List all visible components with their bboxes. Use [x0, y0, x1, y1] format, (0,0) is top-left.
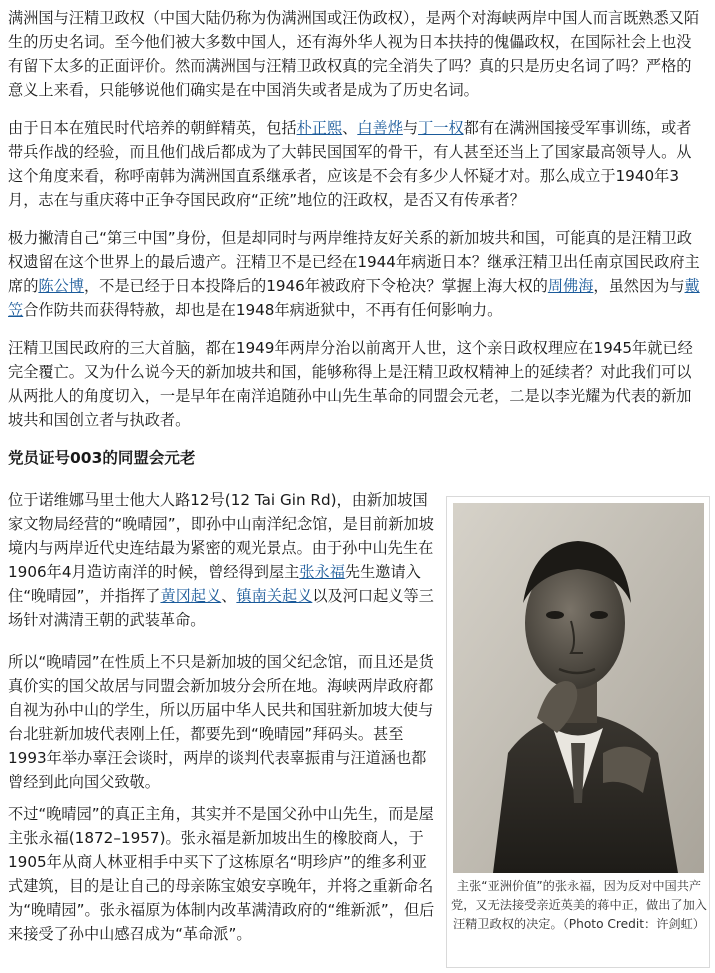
link-park-chung-hee[interactable]: 朴正熙: [296, 119, 343, 137]
photo-caption: 主张“亚洲价值”的张永福，因为反对中国共产党，又无法接受亲近英美的蒋中正，做出了加入汪精卫政权的决定。（Photo Credit：许剑虹）: [451, 879, 707, 931]
paragraph-text: ，不是已经于日本投降后的1946年被政府下令枪决？掌握上海大权的: [83, 277, 548, 295]
paragraph-memorial-hall: 所以“晚晴园”在性质上不只是新加坡的国父纪念馆，而且还是货真价实的国父故居与同盟会新加坡分会所在地。海峡两岸政府都自视为孙中山的学生，所以历届中华人民共和国驻新加坡大使与台北驻新加坡代表刚上任，都要先到“晚晴园”拜码头。甚至1993年举办辜汪会谈时，两岸的谈判代表辜振甫与汪道涵也都曾经到此向国父致敬。: [8, 653, 434, 791]
paragraph-text: 位于诺维娜马里士他大人路12号(12 Tai Gin Rd)，由新加坡国家文物局经营的“晚晴园”，即孙中山南洋纪念馆，是目前新加坡境内与两岸近代史连结最为紧密的观光景点。由于孙中山先生在1906年4月造访南洋的时候，曾经得到屋主: [8, 491, 434, 581]
link-huanggang-uprising[interactable]: 黄冈起义: [160, 587, 222, 605]
paragraph-owner: 不过“晚晴园”的真正主角，其实并不是国父孙中山先生，而是屋主张永福(1872–1957)。张永福是新加坡出生的橡胶商人，于1905年从商人林亚相手中买下了这栋原名“明珍庐”的维多利亚式建筑，目的是让自己的母亲陈宝娘安享晚年，并将之重新命名为“晚晴园”。张永福原为体制内改革满清政府的“维新派”，但后来接受了孙中山感召成为“革命派”。: [8, 805, 435, 943]
link-zhennanguan-uprising[interactable]: 镇南关起义: [236, 587, 313, 605]
paragraph-text: 先生邀请入住“晚晴园”，并指挥了: [8, 563, 421, 605]
paragraph-text: 、: [221, 587, 237, 605]
paragraph-wan-qing-yuan: [8, 488, 436, 632]
link-paik-sun-yup[interactable]: 白善烨: [357, 119, 403, 137]
paragraph-singapore: [8, 226, 704, 322]
paragraph-text: 都有在满洲国接受军事训练，或者带兵作战的经验，而且他们战后都成为了大韩民国国军的骨干，有人甚至还当上了国家最高领导人。从这个角度来看，称呼南韩为满洲国直系继承者，应该是不会有多少人怀疑才对。那么成立于1940年3月，志在与重庆蒋中正争夺国民政府“正统”地位的汪政权，是否又有传承者？: [8, 119, 692, 209]
section-heading: 党员证号003的同盟会元老: [8, 449, 196, 467]
paragraph-korea: [8, 116, 704, 212]
paragraph-three-leaders: 汪精卫国民政府的三大首脑，都在1949年两岸分治以前离开人世，这个亲日政权理应在1945年就已经完全覆亡。又为什么说今天的新加坡共和国，能够称得上是汪精卫政权精神上的延续者？对此我们可以从两批人的角度切入，一是早年在南洋追随孙中山先生革命的同盟会元老，二是以李光耀为代表的新加坡共和国创立者与执政者。: [8, 339, 693, 429]
paragraph-text: 由于日本在殖民时代培养的朝鲜精英，包括: [8, 119, 297, 137]
paragraph-text: 以及河口起义等三场针对满清王朝的武装革命。: [8, 587, 434, 629]
paragraph-text: 、: [342, 119, 358, 137]
paragraph-text: 极力撇清自己“第三中国”身份，但是却同时与两岸维持友好关系的新加坡共和国，可能真的是汪精卫政权遗留在这个世界上的最后遗产。汪精卫不是已经在1944年病逝日本？继承汪精卫出任南京国民政府主席的: [8, 229, 700, 295]
paragraph-text: 合作防共而获得特赦，却也是在1948年病逝狱中，不再有任何影响力。: [23, 301, 503, 319]
link-zhou-fohai[interactable]: 周佛海: [547, 277, 594, 295]
photo-figure: [446, 496, 710, 968]
portrait-photo-icon: [453, 503, 704, 873]
link-teo-eng-hock[interactable]: 张永福: [299, 563, 345, 581]
paragraph-intro: 满洲国与汪精卫政权（中国大陆仍称为伪满洲国或汪伪政权），是两个对海峡两岸中国人而言既熟悉又陌生的历史名词。至今他们被大多数中国人，还有海外华人视为日本扶持的傀儡政权，在国际社会上也没有留下太多的正面评价。然而满洲国与汪精卫政权真的完全消失了吗？真的只是历史名词了吗？严格的意义上来看，只能够说他们确实是在中国消失或者是成为了历史名词。: [8, 9, 700, 99]
link-chung-il-kwon[interactable]: 丁一权: [418, 119, 464, 137]
paragraph-text: ，虽然因为与: [593, 277, 685, 295]
paragraph-text: 与: [402, 119, 419, 137]
link-dai-li[interactable]: 戴笠: [8, 277, 700, 319]
link-chen-gongbo[interactable]: 陈公博: [38, 277, 84, 295]
portrait-illustration: [453, 503, 704, 873]
